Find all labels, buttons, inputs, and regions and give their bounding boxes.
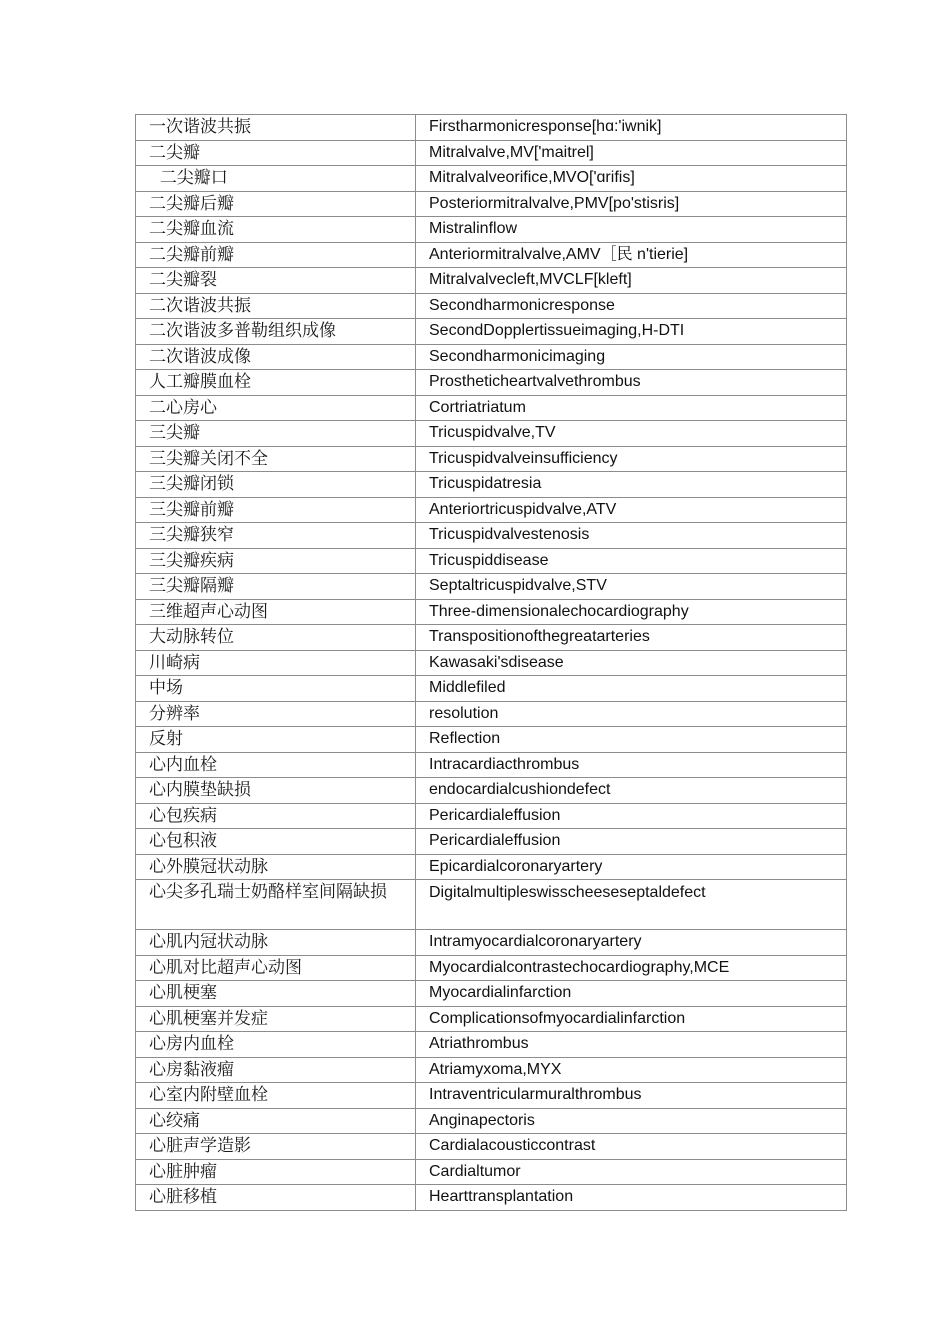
english-term: Secondharmonicimaging [416, 344, 847, 370]
table-row [136, 829, 847, 855]
chinese-term: 二尖瓣裂 [136, 268, 416, 294]
table-row [136, 701, 847, 727]
table-row [136, 191, 847, 217]
chinese-term: 分辨率 [136, 701, 416, 727]
table-row [136, 803, 847, 829]
chinese-term: 一次谐波共振 [136, 115, 416, 141]
glossary-body [136, 115, 847, 1211]
table-row [136, 140, 847, 166]
chinese-term: 反射 [136, 727, 416, 753]
chinese-term: 大动脉转位 [136, 625, 416, 651]
english-term: Tricuspidvalveinsufficiency [416, 446, 847, 472]
chinese-term: 心房内血栓 [136, 1032, 416, 1058]
table-row [136, 752, 847, 778]
english-term: Kawasaki'sdisease [416, 650, 847, 676]
chinese-term: 三尖瓣狭窄 [136, 523, 416, 549]
table-row [136, 880, 847, 930]
table-row [136, 242, 847, 268]
english-term: Tricuspidvalvestenosis [416, 523, 847, 549]
table-row [136, 1057, 847, 1083]
table-row [136, 854, 847, 880]
english-term: resolution [416, 701, 847, 727]
chinese-term: 二次谐波多普勒组织成像 [136, 319, 416, 345]
table-row [136, 293, 847, 319]
chinese-term: 中场 [136, 676, 416, 702]
english-term: Complicationsofmyocardialinfarction [416, 1006, 847, 1032]
table-row [136, 676, 847, 702]
english-term: Anteriortricuspidvalve,ATV [416, 497, 847, 523]
english-term: Intramyocardialcoronaryartery [416, 930, 847, 956]
table-row [136, 727, 847, 753]
english-term: Pericardialeffusion [416, 829, 847, 855]
chinese-term: 心肌对比超声心动图 [136, 955, 416, 981]
english-term: Atriamyxoma,MYX [416, 1057, 847, 1083]
chinese-term: 二尖瓣口 [136, 166, 416, 192]
english-term: Mitralvalvecleft,MVCLF[kleft] [416, 268, 847, 294]
english-term: Reflection [416, 727, 847, 753]
chinese-term: 心内血栓 [136, 752, 416, 778]
table-row [136, 115, 847, 141]
table-row [136, 778, 847, 804]
table-row [136, 1108, 847, 1134]
english-term: Hearttransplantation [416, 1185, 847, 1211]
english-term: Cortriatriatum [416, 395, 847, 421]
chinese-term: 心肌梗塞并发症 [136, 1006, 416, 1032]
english-term: Transpositionofthegreatarteries [416, 625, 847, 651]
english-term: Posteriormitralvalve,PMV[po'stisris] [416, 191, 847, 217]
chinese-term: 三维超声心动图 [136, 599, 416, 625]
table-row [136, 599, 847, 625]
english-term: Mistralinflow [416, 217, 847, 243]
english-term: Septaltricuspidvalve,STV [416, 574, 847, 600]
english-term: Mitralvalve,MV['maitrel] [416, 140, 847, 166]
english-term: Digitalmultipleswisscheeseseptaldefect [416, 880, 847, 930]
table-row [136, 497, 847, 523]
table-row [136, 1006, 847, 1032]
english-term: endocardialcushiondefect [416, 778, 847, 804]
chinese-term: 二次谐波成像 [136, 344, 416, 370]
table-row [136, 166, 847, 192]
english-term: Mitralvalveorifice,MVO['ɑrifis] [416, 166, 847, 192]
english-term: Atriathrombus [416, 1032, 847, 1058]
table-row [136, 319, 847, 345]
chinese-term: 心绞痛 [136, 1108, 416, 1134]
chinese-term: 心包积液 [136, 829, 416, 855]
chinese-term: 心尖多孔瑞士奶酪样室间隔缺损 [136, 880, 416, 930]
chinese-term: 心脏移植 [136, 1185, 416, 1211]
english-term: Anginapectoris [416, 1108, 847, 1134]
table-row [136, 955, 847, 981]
table-row [136, 650, 847, 676]
english-term: Intraventricularmuralthrombus [416, 1083, 847, 1109]
table-row [136, 1185, 847, 1211]
table-row [136, 421, 847, 447]
english-term: Anteriormitralvalve,AMV［民 n'tierie] [416, 242, 847, 268]
english-term: Pericardialeffusion [416, 803, 847, 829]
chinese-term: 心脏肿瘤 [136, 1159, 416, 1185]
english-term: Myocardialinfarction [416, 981, 847, 1007]
chinese-term: 二次谐波共振 [136, 293, 416, 319]
english-term: Intracardiacthrombus [416, 752, 847, 778]
table-row [136, 1032, 847, 1058]
table-row [136, 1134, 847, 1160]
chinese-term: 三尖瓣隔瓣 [136, 574, 416, 600]
english-term: Three-dimensionalechocardiography [416, 599, 847, 625]
chinese-term: 心室内附壁血栓 [136, 1083, 416, 1109]
english-term: Middlefiled [416, 676, 847, 702]
chinese-term: 心内膜垫缺损 [136, 778, 416, 804]
chinese-term: 川崎病 [136, 650, 416, 676]
chinese-term: 三尖瓣闭锁 [136, 472, 416, 498]
english-term: Firstharmonicresponse[hɑ:'iwnik] [416, 115, 847, 141]
table-row [136, 395, 847, 421]
table-row [136, 1159, 847, 1185]
table-row [136, 217, 847, 243]
english-term: SecondDopplertissueimaging,H-DTI [416, 319, 847, 345]
chinese-term: 三尖瓣 [136, 421, 416, 447]
table-row [136, 1083, 847, 1109]
chinese-term: 二尖瓣 [136, 140, 416, 166]
chinese-term: 心房黏液瘤 [136, 1057, 416, 1083]
table-row [136, 548, 847, 574]
chinese-term: 三尖瓣关闭不全 [136, 446, 416, 472]
table-row [136, 268, 847, 294]
chinese-term: 三尖瓣疾病 [136, 548, 416, 574]
english-term: Secondharmonicresponse [416, 293, 847, 319]
table-row [136, 523, 847, 549]
chinese-term: 心肌内冠状动脉 [136, 930, 416, 956]
table-row [136, 930, 847, 956]
chinese-term: 二心房心 [136, 395, 416, 421]
chinese-term: 心包疾病 [136, 803, 416, 829]
table-row [136, 344, 847, 370]
english-term: Tricuspidvalve,TV [416, 421, 847, 447]
english-term: Tricuspiddisease [416, 548, 847, 574]
glossary-table [135, 114, 847, 1211]
table-row [136, 625, 847, 651]
english-term: Prostheticheartvalvethrombus [416, 370, 847, 396]
chinese-term: 二尖瓣前瓣 [136, 242, 416, 268]
chinese-term: 二尖瓣血流 [136, 217, 416, 243]
english-term: Tricuspidatresia [416, 472, 847, 498]
table-row [136, 370, 847, 396]
table-row [136, 472, 847, 498]
table-row [136, 446, 847, 472]
chinese-term: 心脏声学造影 [136, 1134, 416, 1160]
table-row [136, 574, 847, 600]
english-term: Myocardialcontrastechocardiography,MCE [416, 955, 847, 981]
english-term: Cardialtumor [416, 1159, 847, 1185]
chinese-term: 人工瓣膜血栓 [136, 370, 416, 396]
chinese-term: 心外膜冠状动脉 [136, 854, 416, 880]
english-term: Epicardialcoronaryartery [416, 854, 847, 880]
chinese-term: 二尖瓣后瓣 [136, 191, 416, 217]
chinese-term: 三尖瓣前瓣 [136, 497, 416, 523]
chinese-term: 心肌梗塞 [136, 981, 416, 1007]
english-term: Cardialacousticcontrast [416, 1134, 847, 1160]
table-row [136, 981, 847, 1007]
